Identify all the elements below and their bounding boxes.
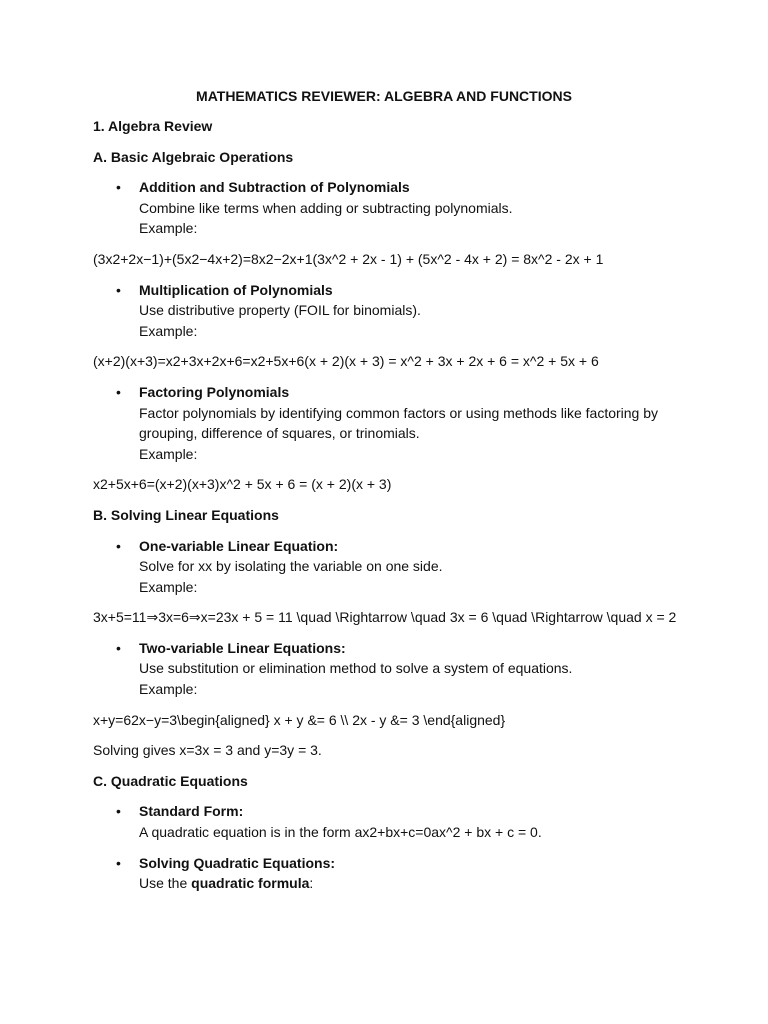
subsection-heading-quadratic: C. Quadratic Equations <box>93 772 248 789</box>
item-description: Solve for xx by isolating the variable on one side. <box>139 558 443 575</box>
desc-suffix: : <box>309 875 314 892</box>
desc-prefix: Use the <box>139 875 192 892</box>
list-item-two-variable <box>93 638 693 700</box>
bullet-list-factoring <box>93 382 693 464</box>
item-title: One-variable Linear Equation: <box>139 537 339 554</box>
item-description: A quadratic equation is in the form ax2+bx+c=0ax^2 + bx + c = 0. <box>139 824 542 841</box>
equation-two-variable: x+y=62x−y=3\begin{aligned} x + y &= 6 \\ 2x - y &= 3 \end{aligned} <box>93 711 506 728</box>
equation-addition: (3x2+2x−1)+(5x2−4x+2)=8x2−2x+1(3x^2 + 2x - 1) + (5x^2 - 4x + 2) = 8x^2 - 2x + 1 <box>93 250 604 267</box>
list-item-standard-form <box>93 801 693 842</box>
bullet-icon: • <box>116 383 121 400</box>
subsection-heading-linear-equations: B. Solving Linear Equations <box>93 506 279 523</box>
document-content <box>93 116 693 904</box>
bullet-list-multiplication <box>93 280 693 342</box>
bullet-list-two-variable <box>93 638 693 700</box>
equation-factoring: x2+5x+6=(x+2)(x+3)x^2 + 5x + 6 = (x + 2)(x + 3) <box>93 476 392 493</box>
item-description <box>139 873 693 894</box>
example-label: Example: <box>139 322 198 339</box>
bullet-icon: • <box>116 803 121 820</box>
bullet-list-one-variable <box>93 536 693 598</box>
item-title: Solving Quadratic Equations: <box>139 854 336 871</box>
example-label: Example: <box>139 445 198 462</box>
example-label: Example: <box>139 220 198 237</box>
bullet-list-solving-quadratic <box>93 853 693 894</box>
solution-text: Solving gives x=3x = 3 and y=3y = 3. <box>93 742 322 759</box>
list-item-one-variable <box>93 536 693 598</box>
list-item-addition <box>93 177 693 239</box>
bullet-icon: • <box>116 281 121 298</box>
equation-one-variable: 3x+5=11⇒3x=6⇒x=23x + 5 = 11 \quad \Rightarrow \quad 3x = 6 \quad \Rightarrow \quad x = 2 <box>93 609 677 626</box>
item-title: Addition and Subtraction of Polynomials <box>139 179 410 196</box>
bullet-list-addition <box>93 177 693 239</box>
item-title: Two-variable Linear Equations: <box>139 639 346 656</box>
bullet-icon: • <box>116 537 121 554</box>
subsection-heading-basic-operations: A. Basic Algebraic Operations <box>93 148 294 165</box>
bullet-icon: • <box>116 639 121 656</box>
item-title: Factoring Polynomials <box>139 383 290 400</box>
item-description: Combine like terms when adding or subtracting polynomials. <box>139 199 513 216</box>
document-title: MATHEMATICS REVIEWER: ALGEBRA AND FUNCTIONS <box>196 88 572 104</box>
item-description: Factor polynomials by identifying common factors or using methods like factoring by grouping, difference of squares, or trinomials. <box>139 404 659 442</box>
bullet-list-standard-form <box>93 801 693 842</box>
list-item-solving-quadratic <box>93 853 693 894</box>
quadratic-formula-term: quadratic formula <box>191 875 310 892</box>
item-title: Multiplication of Polynomials <box>139 281 333 298</box>
bullet-icon: • <box>116 854 121 871</box>
list-item-multiplication <box>93 280 693 342</box>
example-label: Example: <box>139 681 198 698</box>
section-heading-algebra-review: 1. Algebra Review <box>93 118 213 134</box>
bullet-icon: • <box>116 179 121 196</box>
item-title: Standard Form: <box>139 803 244 820</box>
example-label: Example: <box>139 578 198 595</box>
item-description: Use substitution or elimination method to solve a system of equations. <box>139 660 573 677</box>
equation-multiplication: (x+2)(x+3)=x2+3x+2x+6=x2+5x+6(x + 2)(x + 3) = x^2 + 3x + 2x + 6 = x^2 + 5x + 6 <box>93 353 599 370</box>
list-item-factoring <box>93 382 693 464</box>
item-description: Use distributive property (FOIL for binomials). <box>139 302 421 319</box>
